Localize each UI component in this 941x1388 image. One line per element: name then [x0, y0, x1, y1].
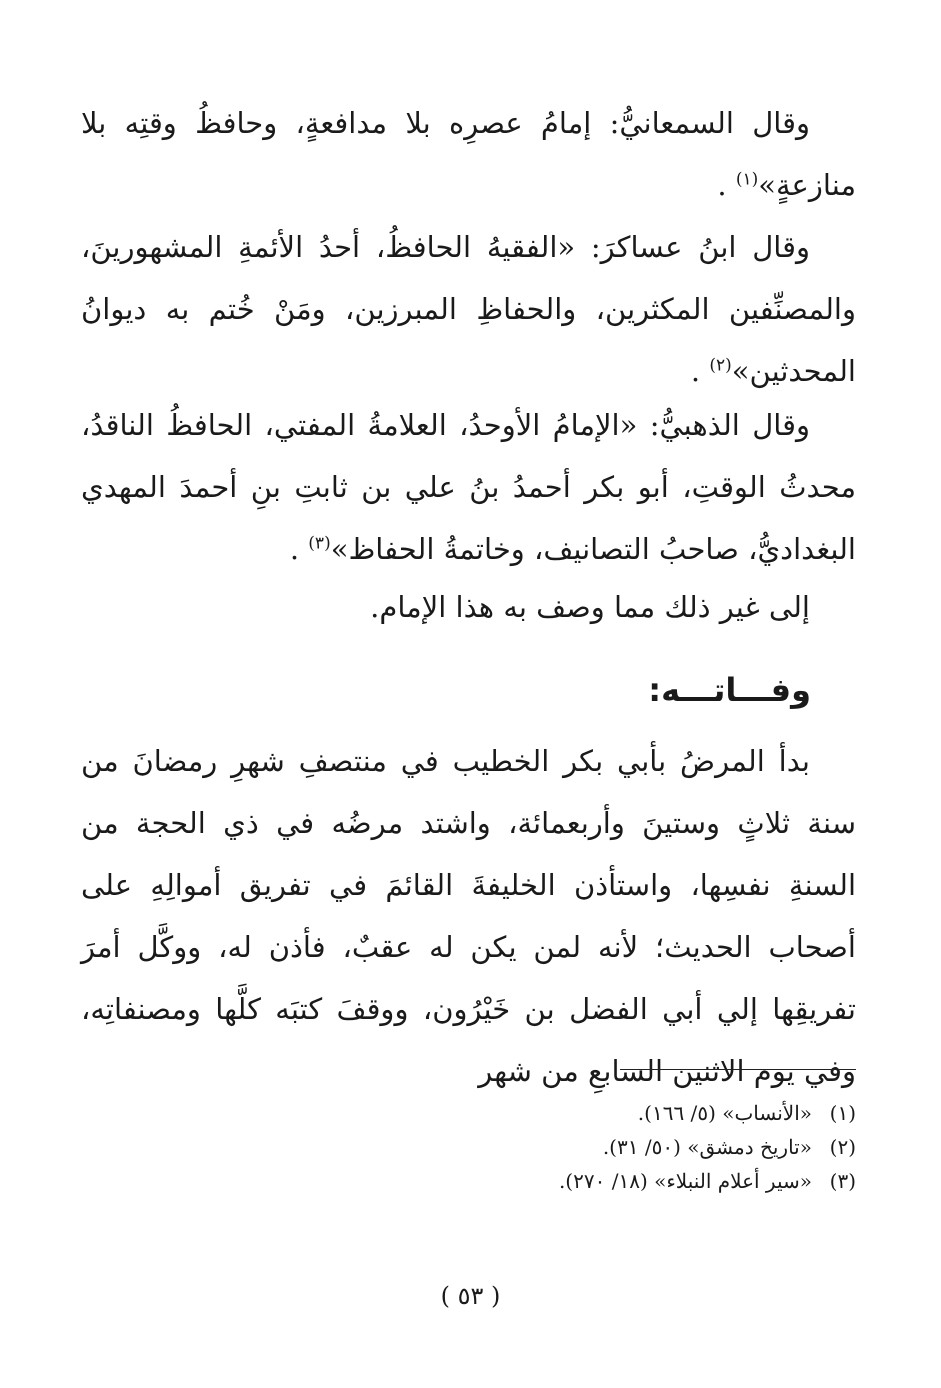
paragraph-end: . — [289, 532, 309, 566]
paragraph-text: وقال الذهبيُّ: «الإمامُ الأوحدُ، العلامةُ المفتي، الحافظُ الناقدُ، محدثُ الوقتِ، أبو بكر أحمدُ بنُ علي بن ثابتِ بنِ أحمدَ المهدي البغداديُّ، صاحبُ التصانيف، وخاتمةُ الحفاظ» — [81, 408, 856, 566]
footnote-number: (١) — [829, 1101, 856, 1125]
footnote-item — [256, 1096, 856, 1130]
footnote-ref: (٣) — [308, 533, 331, 554]
section-heading: وفـــاتـــه: — [648, 671, 811, 709]
main-text-block — [81, 216, 856, 402]
footnote-divider — [620, 1069, 856, 1070]
footnote-item — [256, 1164, 856, 1198]
quote-ibn-asakir — [81, 216, 856, 402]
footnote-number: (٣) — [829, 1169, 856, 1193]
main-text-block — [81, 92, 856, 216]
quote-samani — [81, 92, 856, 216]
footnote-text: «تاريخ دمشق» (٥٠/ ٣١). — [602, 1135, 812, 1159]
page-number: ( ٥٣ ) — [440, 1282, 501, 1310]
footnotes — [256, 1096, 856, 1198]
closing-sentence — [81, 576, 856, 638]
footnote-ref: (١) — [735, 169, 759, 190]
paragraph-end: . — [717, 168, 736, 202]
paragraph-end: . — [690, 354, 710, 388]
footnote-text: «الأنساب» (٥/ ١٦٦). — [637, 1101, 812, 1125]
paragraph-text: إلى غير ذلك مما وصف به هذا الإمام. — [370, 590, 810, 624]
paragraph-text: وقال السمعانيُّ: إمامُ عصرِه بلا مدافعةٍ، وحافظُ وقتِه بلا منازعةٍ» — [81, 106, 856, 202]
footnote-ref: (٢) — [709, 355, 732, 376]
paragraph-text: وقال ابنُ عساكرَ: «الفقيهُ الحافظُ، أحدُ الأئمةِ المشهورينَ، والمصنِّفين المكثرين، والحفاظِ المبرزين، ومَنْ خُتم به ديوانُ المحدثين» — [81, 230, 856, 388]
footnote-text: «سير أعلام النبلاء» (١٨/ ٢٧٠). — [558, 1169, 812, 1193]
main-text-block — [81, 394, 856, 580]
death-paragraph: بدأ المرضُ بأبي بكر الخطيب في منتصفِ شهرِ رمضانَ من سنة ثلاثٍ وستينَ وأربعمائة، واشتد مرضُه في ذي الحجة من السنةِ نفسِها، واستأذن الخليفةَ القائمَ في تفريق أموالِهِ على أصحاب الحديث؛ لأنه لمن يكن له عقبٌ، فأذن له، ووكَّل أمرَ تفريقِها إلي أبي الفضل بن خَيْرُون، ووقفَ كتبَه كلَّها ومصنفاتِه، وفي يوم الاثنين السابعِ من شهر — [81, 744, 856, 1088]
footnote-number: (٢) — [829, 1135, 856, 1159]
main-text-block — [81, 730, 856, 1102]
footnote-item — [256, 1130, 856, 1164]
quote-dhahabi — [81, 394, 856, 580]
main-text-block — [81, 576, 856, 638]
